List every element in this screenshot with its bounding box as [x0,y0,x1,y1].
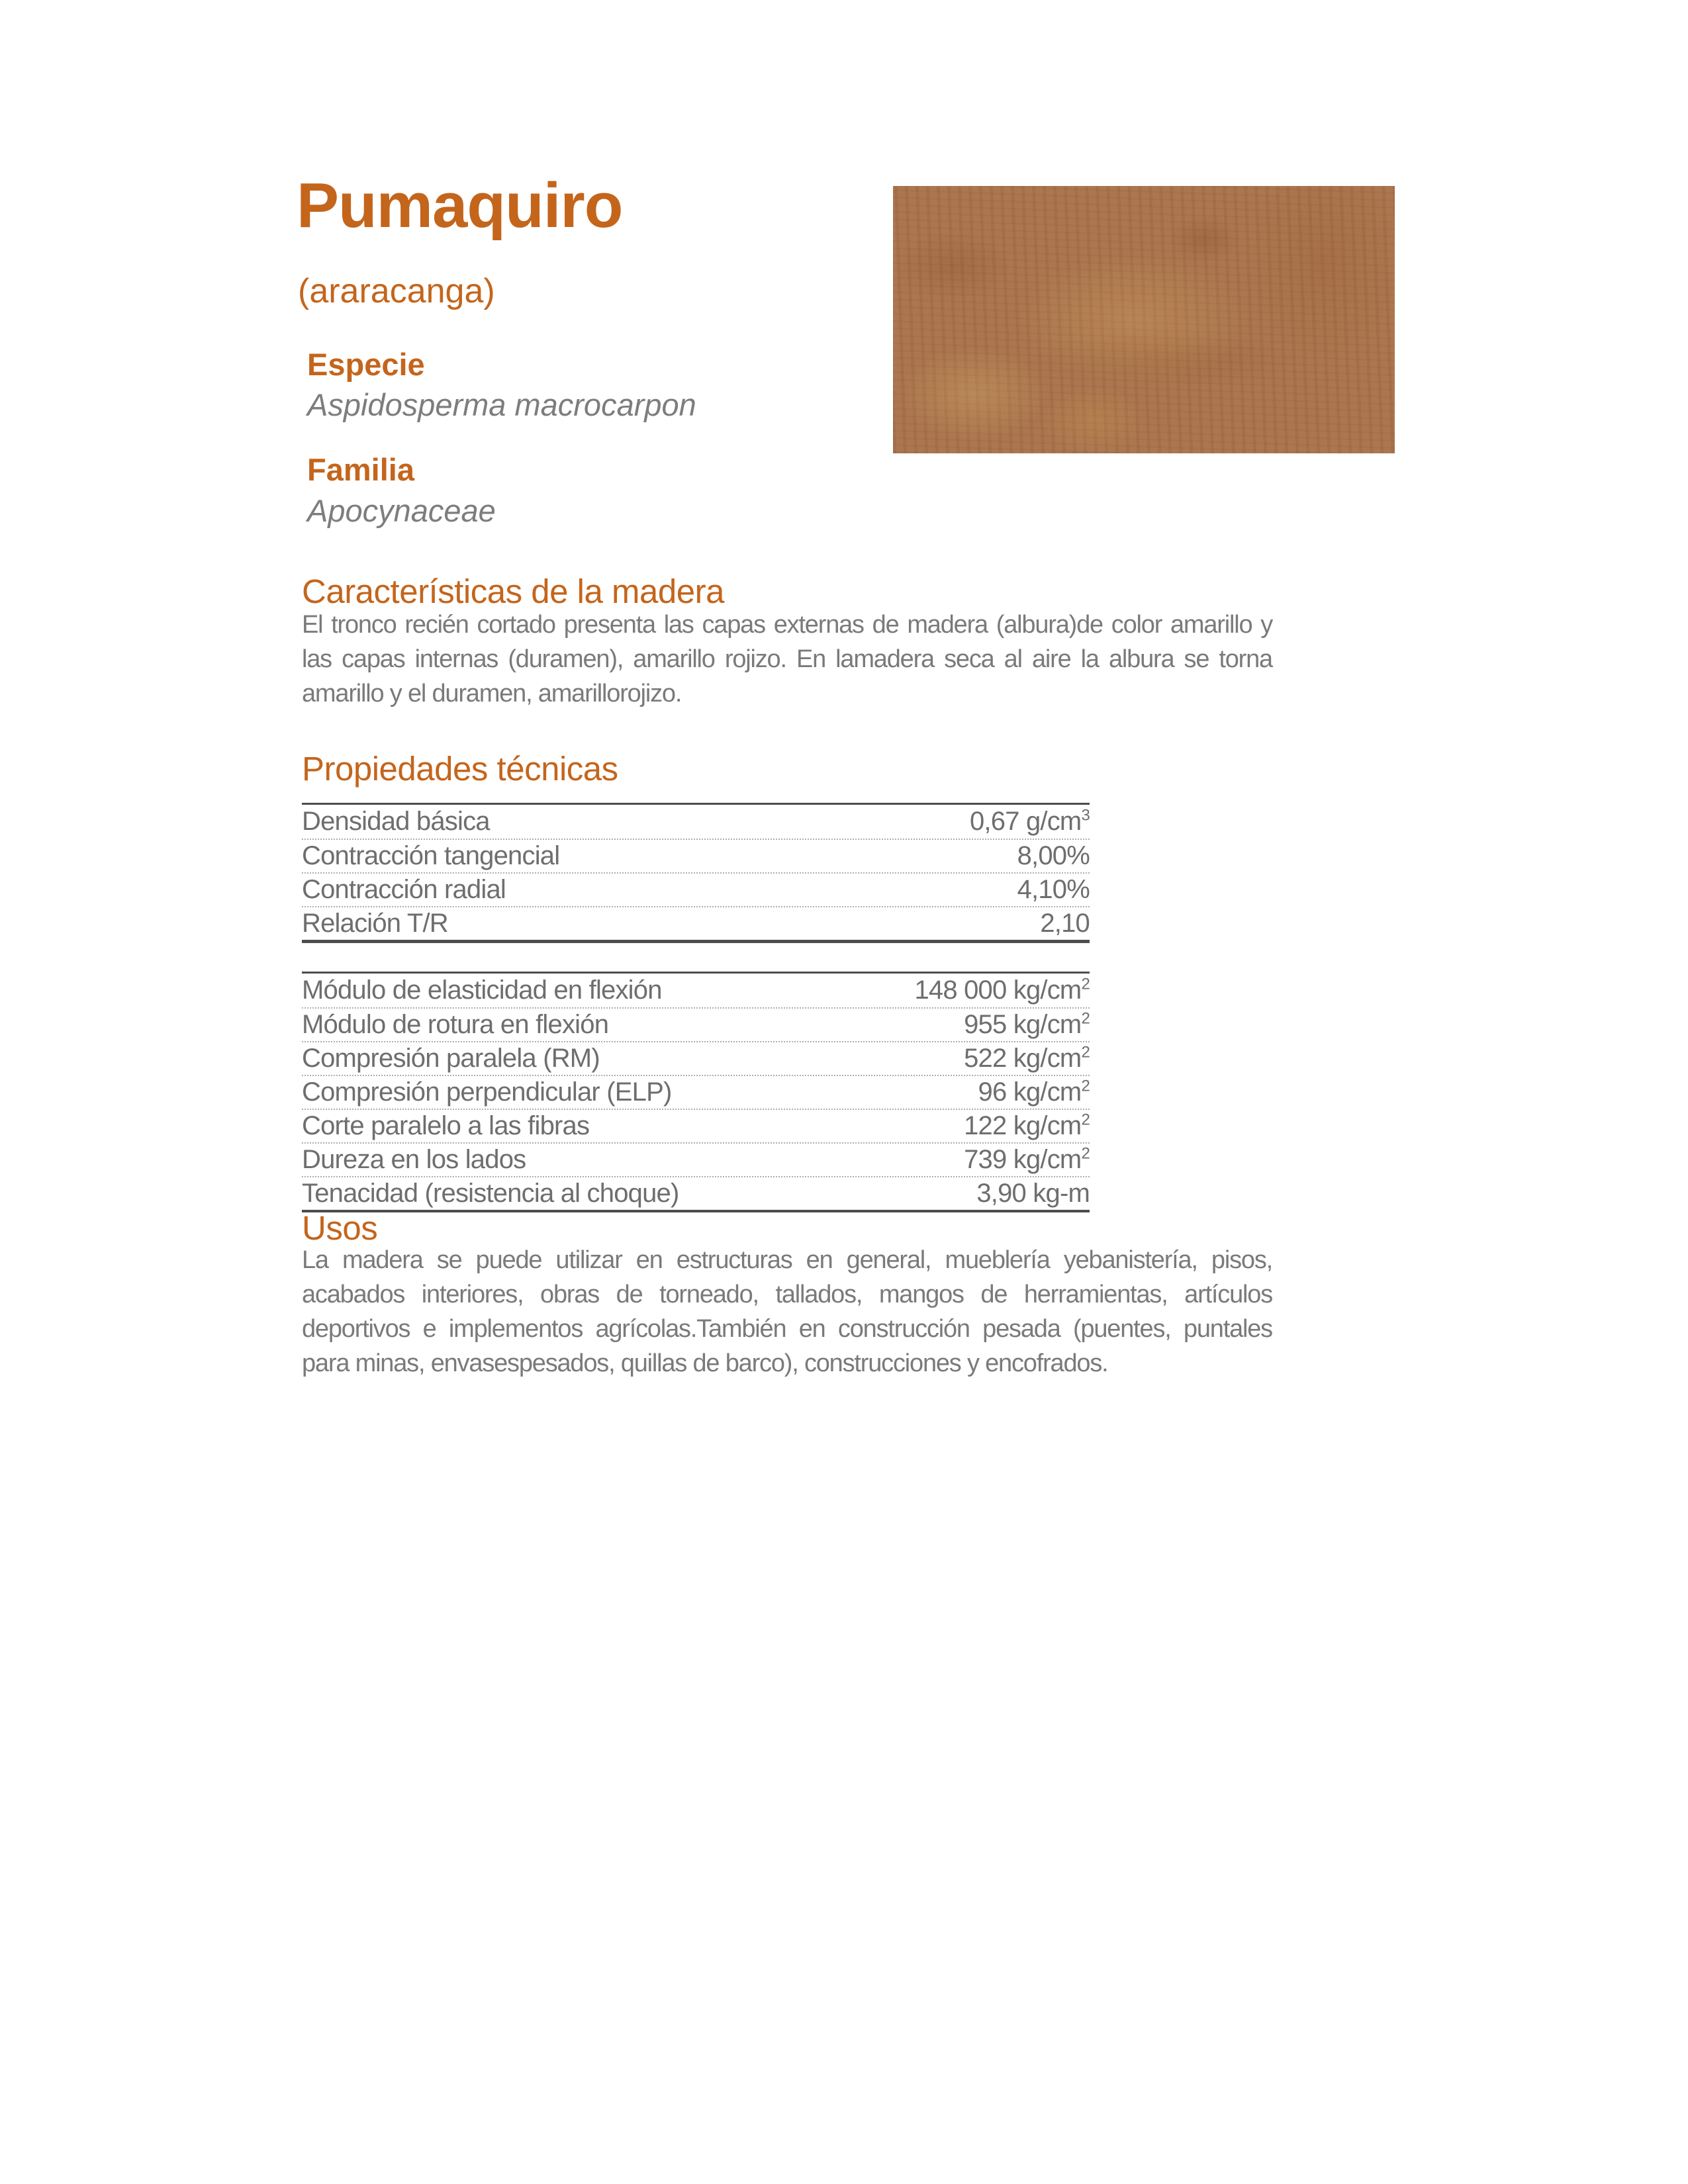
table-row [302,1041,1090,1075]
property-value-text: 8,00% [1017,841,1090,870]
property-value-superscript: 2 [1081,1077,1090,1095]
property-value [976,1179,1090,1208]
property-value [914,976,1090,1005]
property-value [1017,875,1090,905]
table-row [302,1075,1090,1109]
property-value-superscript: 2 [1081,1009,1090,1028]
property-value-text: 955 kg/cm [964,1010,1082,1039]
property-value-text: 739 kg/cm [964,1145,1082,1174]
uses-paragraph: La madera se puede utilizar en estructuras en general, mueblería yebanistería, pisos, acabados interiores, obras de torneado, tallados, mangos de herramientas, artículos deportivos e implementos agrícolas.También en construcción pesada (puentes, puntales para minas, envasespesados, quillas de barco), construcciones y encofrados. [302,1246,1272,1377]
property-label: Relación T/R [302,909,448,938]
property-value [978,1077,1090,1107]
property-value-text: 4,10% [1017,875,1090,904]
table-row [302,974,1090,1007]
table-row [302,1142,1090,1176]
property-label: Tenacidad (resistencia al choque) [302,1179,679,1208]
characteristics-heading: Características de la madera [302,572,724,610]
page-subtitle: (araracanga) [298,272,495,310]
uses-heading: Usos [302,1209,378,1247]
table-row [302,872,1090,906]
technical-properties-heading: Propiedades técnicas [302,750,618,788]
table-row [302,1109,1090,1142]
property-label: Módulo de elasticidad en flexión [302,976,662,1005]
characteristics-paragraph: El tronco recién cortado presenta las capas externas de madera (albura)de color amarillo y las capas internas (duramen), amarillo rojizo. En lamadera seca al aire la albura se torna amarillo y el duramen, amarillorojizo. [302,611,1272,707]
property-value-superscript: 2 [1081,1043,1090,1062]
property-label: Módulo de rotura en flexión [302,1010,609,1039]
property-value [964,1010,1090,1040]
property-value [1040,909,1090,938]
property-value-text: 3,90 kg-m [976,1179,1090,1208]
table-row [302,1176,1090,1210]
mechanical-properties-table [302,972,1090,1212]
property-label: Contracción radial [302,875,506,904]
property-label: Compresión perpendicular (ELP) [302,1077,672,1107]
property-value-text: 2,10 [1040,909,1090,938]
table-row [302,906,1090,940]
physical-properties-table [302,803,1090,943]
species-value: Aspidosperma macrocarpon [307,387,696,422]
property-value [964,1111,1090,1141]
table-row [302,805,1090,839]
property-value [964,1044,1090,1073]
property-label: Contracción tangencial [302,841,560,870]
property-label: Densidad básica [302,807,490,836]
property-value-superscript: 2 [1081,1111,1090,1129]
property-value-text: 122 kg/cm [964,1111,1082,1140]
property-value [964,1145,1090,1175]
property-value-text: 96 kg/cm [978,1077,1082,1107]
property-value-text: 148 000 kg/cm [914,976,1082,1005]
table-row [302,1007,1090,1041]
property-value-text: 0,67 g/cm [969,807,1082,836]
property-value-text: 522 kg/cm [964,1044,1082,1073]
family-value: Apocynaceae [307,493,496,528]
property-label: Compresión paralela (RM) [302,1044,600,1073]
species-label: Especie [307,347,425,382]
family-label: Familia [307,452,414,487]
property-value-superscript: 2 [1081,975,1090,993]
property-label: Dureza en los lados [302,1145,526,1174]
property-label: Corte paralelo a las fibras [302,1111,590,1140]
table-row [302,839,1090,872]
property-value-superscript: 2 [1081,1144,1090,1163]
property-value-superscript: 3 [1081,806,1090,825]
property-value [970,807,1090,837]
page-title: Pumaquiro [297,170,623,241]
wood-sample-image [893,186,1395,453]
property-value [1017,841,1090,871]
